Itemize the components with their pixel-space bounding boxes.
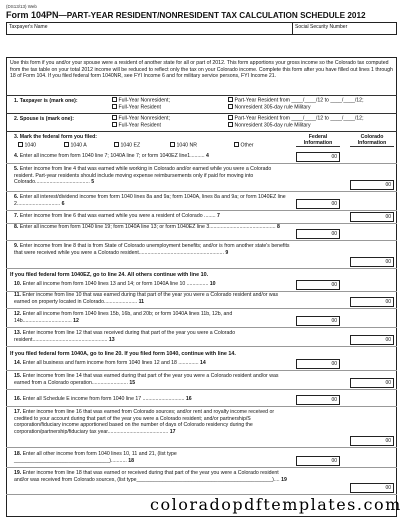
intro-paragraph: Use this form if you and/or your spouse were a resident of another state for all or part of 2012. This form apportions your gross income so the Colorado tax computed from the tax table on your total 2012 income will be reduced to reflect only the tax on your Colorado income. Complete this form after you have filled out lines 1 through 18 of Form 104. If you filed federal form 1040NR, see FYI Income 6 and for military service persons, FYI Income 21. [10, 60, 393, 79]
line-16-text [14, 396, 290, 403]
line-number: 14. [14, 360, 23, 366]
line-12-text [14, 311, 290, 324]
line-7-text [14, 213, 290, 220]
line-description: Enter all business and farm income from form 1040 lines 12 and 18 .............. [22, 360, 199, 366]
form-option-1040[interactable]: 1040 [18, 142, 36, 149]
line-8-federal-amount[interactable]: 00 [296, 229, 340, 239]
line-19-text [14, 470, 290, 483]
checkbox[interactable] [112, 122, 117, 127]
line-9-text [14, 243, 290, 256]
line1-option-full-year-resident[interactable]: Full-Year Resident [112, 104, 161, 111]
line-description: Enter income from line 12 that was received during that part of the year you were a Colorado resident.................................................... [14, 330, 236, 343]
section-note-1040a: If you filed federal form 1040A, go to line 20. If you filed form 1040, continue with line 14. [10, 351, 236, 357]
line-17-colorado-amount[interactable]: 00 [350, 436, 394, 446]
checkbox[interactable] [228, 104, 233, 109]
line-19-colorado-amount[interactable]: 00 [350, 483, 394, 493]
line-number: 19. [14, 470, 23, 476]
line-description: Enter income from line 4 that was earned while working in Colorado and/or earned while you were a Colorado resident. Part-year residents should include moving expense reimbursements only if paid for moving into Colorado...................................... [14, 166, 272, 186]
form-title [6, 10, 398, 20]
line-ref-number: 8 [275, 224, 280, 230]
line-number: 7. [14, 213, 20, 219]
line-ref-number: 16 [184, 396, 192, 402]
line-number: 12. [14, 311, 23, 317]
line-ref-number: 6 [60, 200, 65, 207]
line-13-colorado-amount[interactable]: 00 [350, 335, 394, 345]
line-description: Enter income from line 16 that was earned from Colorado sources; and/or rent and royalty income received or credited to your account during that part of the year you were a Colorado resident; and/or partnership/S corporation/fiduciary income apportioned based on the number of days of Colorado residency during the corporation/partnership/fiduciary tax year.......................................... [14, 409, 275, 435]
line-description: Enter all income from form 1040 lines 15b, 16b, and 20b; or form 1040A lines 11b, 12b, and 14b.................................. [14, 311, 233, 324]
watermark: coloradopdftemplates.com [150, 495, 402, 514]
line-6-text [14, 194, 290, 207]
line-ref-number: 19 [279, 476, 287, 483]
line-description: Enter all income from form 1040 lines 13 and 14; or form 1040A line 10 ............... [22, 281, 209, 287]
divider [6, 95, 397, 96]
line1-option-part-year-resident[interactable]: Part-Year Resident from ____/____/12 to ____/____/12; [228, 97, 364, 104]
divider [6, 113, 397, 114]
line3-label: 3. Mark the federal form you filed: [14, 134, 98, 140]
checkbox[interactable] [64, 142, 69, 147]
federal-column-header: Federal Information [296, 134, 340, 147]
line-ref-number: 10 [208, 281, 216, 287]
form-title-text: —PART-YEAR RESIDENT/NONRESIDENT TAX CALCULATION SCHEDULE 2012 [58, 11, 366, 20]
line-ref-number: 5 [89, 179, 95, 186]
line-14-federal-amount[interactable]: 00 [296, 359, 340, 369]
line2-option-full-year-nonresident[interactable]: Full-Year Nonresident; [112, 115, 170, 122]
line-description: Enter income from line 14 that was earned during that part of the year you were a Colorado resident and/or was earned from a Colorado operation......................... [14, 373, 279, 386]
line2-option-full-year-resident[interactable]: Full-Year Resident [112, 122, 161, 129]
line-10-federal-amount[interactable]: 00 [296, 280, 340, 290]
line-ref-number: 4 [204, 153, 209, 159]
line-ref-number: 15 [127, 379, 136, 386]
form-option-1040a[interactable]: 1040 A [64, 142, 87, 149]
taxpayer-name-label: Taxpayer's Name [9, 24, 48, 30]
ssn-label: Social Security Number [295, 24, 348, 30]
line-4-federal-amount[interactable]: 00 [296, 152, 340, 162]
checkbox[interactable] [234, 142, 239, 147]
line-8-text [14, 224, 290, 231]
line-number: 5. [14, 166, 20, 172]
line1-option-full-year-nonresident[interactable]: Full-Year Nonresident; [112, 97, 170, 104]
line-description: Enter income from line 18 that was earned or received during that part of the year you were a Colorado resident and/or was received from Colorado sources, (list type_______________________________________________).... [14, 470, 280, 483]
line-ref-number: 7 [215, 213, 220, 219]
line-18-federal-amount[interactable]: 00 [296, 456, 340, 466]
line1-label: 1. Taxpayer is (mark one): [14, 98, 78, 104]
checkbox[interactable] [170, 142, 175, 147]
line2-label: 2. Spouse is (mark one): [14, 116, 74, 122]
line-description: Enter all income from form 1040 line 7; 1040A line 7; or form 1040EZ line1.......... [19, 153, 205, 159]
line-ref-number: 14 [198, 360, 206, 366]
header-divider [292, 23, 293, 35]
line-14-text [14, 360, 290, 367]
line-11-text [14, 292, 290, 305]
line-5-colorado-amount[interactable]: 00 [350, 180, 394, 190]
line-number: 16. [14, 396, 23, 402]
form-option-1040nr[interactable]: 1040 NR [170, 142, 197, 149]
line-11-colorado-amount[interactable]: 00 [350, 297, 394, 307]
line-ref-number: 17 [168, 428, 176, 435]
line-4-text [14, 153, 290, 160]
line-10-text [14, 281, 290, 288]
line-number: 18. [14, 451, 23, 457]
taxpayer-header-box [6, 22, 397, 35]
line-description: Enter all other income from form 1040 lines 10, 11 and 21, (list type _________________________________)........... [14, 451, 177, 464]
form-option-1040ez[interactable]: 1040 EZ [114, 142, 140, 149]
line1-option-305-day-military[interactable]: Nonresident 305-day rule Military [228, 104, 311, 111]
line-5-text [14, 166, 290, 186]
line-description: Enter all Schedule E income from form 1040 line 17 ............................. [22, 396, 185, 402]
checkbox[interactable] [112, 97, 117, 102]
line-number: 17. [14, 409, 23, 415]
line-ref-number: 18 [126, 457, 135, 464]
checkbox[interactable] [18, 142, 23, 147]
line-12-federal-amount[interactable]: 00 [296, 316, 340, 326]
line-ref-number: 11 [137, 298, 145, 305]
line-17-text [14, 409, 290, 435]
line-15-text [14, 373, 290, 386]
line-ref-number: 9 [223, 249, 229, 256]
checkbox[interactable] [228, 122, 233, 127]
line-number: 13. [14, 330, 23, 336]
form-option-other[interactable]: Other [234, 142, 253, 149]
colorado-column-header: Colorado Information [350, 134, 394, 147]
line2-option-part-year-resident[interactable]: Part-Year Resident from ____/____/12 to ____/____/12; [228, 115, 364, 122]
line-18-text [14, 451, 290, 464]
line-7-colorado-amount[interactable]: 00 [350, 212, 394, 222]
line-number: 8. [14, 224, 20, 230]
line-number: 9. [14, 243, 20, 249]
line2-option-305-day-military[interactable]: Nonresident 305-day rule Military [228, 122, 311, 129]
checkbox[interactable] [228, 115, 233, 120]
checkbox[interactable] [114, 142, 119, 147]
line-16-federal-amount[interactable]: 00 [296, 395, 340, 405]
line-ref-number: 13 [107, 336, 115, 343]
line-number: 6. [14, 194, 20, 200]
line-number: 15. [14, 373, 23, 379]
line-description: Enter income from line 10 that was earned during that part of the year you were a Colorado resident and/or was earned on property located in Colorado....................... [14, 292, 279, 305]
line-number: 4. [14, 153, 20, 159]
line-6-federal-amount[interactable]: 00 [296, 199, 340, 209]
revision-code: (DS13/13) Web [6, 4, 37, 9]
divider [6, 131, 397, 132]
line-9-colorado-amount[interactable]: 00 [350, 257, 394, 267]
line-15-colorado-amount[interactable]: 00 [350, 378, 394, 388]
checkbox[interactable] [228, 97, 233, 102]
section-note-1040ez: If you filed federal form 1040EZ, go to line 24. All others continue with line 10. [10, 272, 209, 278]
checkbox[interactable] [112, 104, 117, 109]
line-description: Enter income from line 8 that is from State of Colorado unemployment benefits; and/or is from another state's benefits that were received while you were a Colorado resident........................................................... [14, 243, 290, 256]
line-description: Enter income from line 6 that was earned while you were a resident of Colorado ........ [19, 213, 216, 219]
line-number: 11. [14, 292, 23, 298]
line-description: Enter all income from form 1040 line 19; form 1040A line 13; or form 1040EZ line 3.............................................. [19, 224, 276, 230]
checkbox[interactable] [112, 115, 117, 120]
line-description: Enter all interest/dividend income from form 1040 lines 8a and 9a; form 1040A, lines 8a and 9a; or form 1040EZ line 2.............................. [14, 194, 286, 207]
line-13-text [14, 330, 290, 343]
line-ref-number: 12 [71, 317, 79, 324]
form-number: Form 104PN [6, 10, 59, 20]
line-number: 10. [14, 281, 23, 287]
